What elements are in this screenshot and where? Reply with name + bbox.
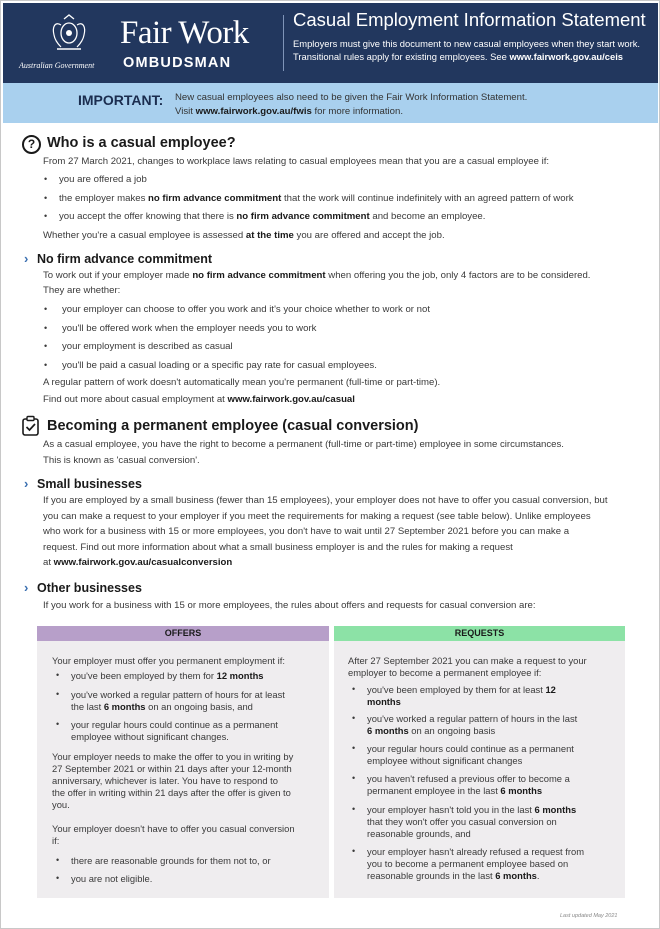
casual-bullet-2: [59, 193, 574, 205]
requests-bullet-4: [367, 773, 570, 797]
offers-p1-line1: Your employer needs to make the offer to you in writing by: [52, 751, 294, 762]
casualconversion-link[interactable]: www.fairwork.gov.au/casualconversion: [53, 557, 233, 568]
other-heading: Other businesses: [37, 581, 142, 595]
offers-b2-bold: 6 months: [103, 701, 146, 712]
casual-intro: From 27 March 2021, changes to workplace laws relating to casual employees mean that you are a casual employee if:: [43, 156, 550, 167]
bullet-icon: •: [352, 804, 356, 814]
important-label: IMPORTANT:: [78, 92, 164, 108]
small-heading: Small businesses: [37, 477, 142, 491]
brand-name: Fair Work: [120, 15, 249, 51]
offers-para-1: [52, 751, 293, 811]
requests-b3-line1: your regular hours could continue as a permanent: [367, 743, 574, 754]
bullet-icon: •: [56, 670, 60, 680]
requests-b1-line2: [367, 696, 556, 708]
bullet-icon: •: [44, 193, 48, 203]
chevron-right-icon: ›: [24, 580, 29, 595]
ceis-link[interactable]: www.fairwork.gov.au/ceis: [509, 51, 624, 62]
offers-p1-line3: anniversary, whichever is later. You have to respond to: [52, 775, 278, 786]
offers-bullet-3: [71, 719, 278, 743]
important-banner: [3, 83, 658, 123]
bullet-icon: •: [44, 304, 48, 314]
offers-b2-line1: you've worked a regular pattern of hours for at least: [71, 689, 285, 700]
other-line-1: If you work for a business with 15 or more employees, the rules about offers and requests for casual conversion are:: [43, 600, 536, 611]
requests-b4-pre: permanent employee in the last: [367, 785, 501, 796]
requests-b5-bold: 6 months: [534, 804, 577, 815]
requests-b2-line2: [367, 725, 577, 737]
offers-p2-line1: Your employer doesn't have to offer you casual conversion: [52, 823, 295, 834]
brand-subtitle: OMBUDSMAN: [123, 55, 232, 71]
casual-bullet-1: you are offered a job: [59, 174, 147, 185]
offers-b2-line2: [71, 701, 285, 713]
nfac-heading: No firm advance commitment: [37, 252, 213, 266]
fwis-link[interactable]: www.fairwork.gov.au/fwis: [195, 106, 312, 117]
conversion-line-1: As a casual employee, you have the right to become a permanent (full-time or part-time) employee in some circumstances.: [43, 439, 564, 450]
offers-b2-post: on an ongoing basis, and: [145, 701, 253, 712]
offers-p1-line5: you.: [52, 799, 70, 810]
conversion-heading: Becoming a permanent employee (casual conversion): [47, 418, 419, 434]
important-line2-post: for more information.: [311, 106, 404, 117]
bullet-icon: •: [352, 846, 356, 856]
requests-b2-bold: 6 months: [367, 725, 409, 736]
conversion-line-2: This is known as 'casual conversion'.: [43, 455, 200, 466]
nfac-para-2: [43, 394, 355, 406]
chevron-right-icon: ›: [24, 251, 29, 266]
small-line-1: If you are employed by a small business (fewer than 15 employees), your employer does not have to offer you casual conversion, but: [43, 495, 608, 506]
small-line-4: request. Find out more information about what a small business employer is and the rules for making a request: [43, 542, 513, 553]
bullet-icon: •: [352, 713, 356, 723]
nfac-intro-1: [43, 270, 590, 282]
requests-b1-pre: you've been employed by them for at least: [367, 684, 546, 695]
requests-b6-line2: you to become a permanent employee based on: [367, 858, 569, 869]
offers-bullet-4: there are reasonable grounds for them not to, or: [71, 855, 271, 866]
requests-bullet-3: [367, 743, 574, 767]
bullet-icon: •: [56, 689, 60, 699]
requests-b2-post: on an ongoing basis: [408, 725, 496, 736]
requests-intro-line2: employer to become a permanent employee if:: [348, 667, 542, 678]
casual-b3-pre: you accept the offer knowing that there is: [59, 211, 237, 222]
bullet-icon: •: [56, 873, 60, 883]
requests-b5-line3: reasonable grounds, and: [367, 828, 471, 839]
nfac-bullet-4: you'll be paid a casual loading or a specific pay rate for casual employees.: [62, 360, 377, 371]
nfac-para-1: A regular pattern of work doesn't automatically mean you're permanent (full-time or part-time).: [43, 377, 441, 388]
bullet-icon: •: [44, 211, 48, 221]
requests-bullet-5: [367, 804, 576, 840]
offers-bullet-2: [71, 689, 285, 713]
offers-b2-pre: the last: [71, 701, 104, 712]
nfac-bullet-3: your employment is described as casual: [62, 341, 233, 352]
requests-b4-bold: 6 months: [500, 785, 543, 796]
page-title: Casual Employment Information Statement: [293, 9, 646, 30]
requests-bullet-1: [367, 684, 556, 708]
requests-b1-line1: [367, 684, 556, 696]
small-l5-pre: at: [43, 557, 54, 568]
requests-b4-line1: you haven't refused a previous offer to become a: [367, 773, 570, 784]
nfac-intro1-bold: no firm advance commitment: [192, 270, 326, 281]
bullet-icon: •: [352, 773, 356, 783]
requests-header: REQUESTS: [334, 626, 625, 641]
requests-b6-post: .: [536, 870, 540, 881]
casual-heading: Who is a casual employee?: [47, 135, 236, 151]
requests-b4-line2: [367, 785, 570, 797]
header-sub-line2-text: Transitional rules apply for existing employees. See: [293, 51, 510, 62]
nfac-intro-2: They are whether:: [43, 285, 121, 296]
requests-bullet-6: [367, 846, 584, 882]
government-label: Australian Government: [19, 61, 95, 70]
requests-bullet-2: [367, 713, 577, 737]
requests-b5-pre: your employer hasn't told you in the last: [367, 804, 535, 815]
small-line-2: you can make a request to your employer if you meet the requirements for making a request (see table below). Unlike employees: [43, 511, 591, 522]
header-banner: [3, 3, 658, 83]
requests-b5-line1: [367, 804, 576, 816]
bullet-icon: •: [44, 360, 48, 370]
offers-p2-line2: if:: [52, 835, 60, 846]
header-subtitle: [293, 37, 640, 63]
requests-b6-line3: [367, 870, 584, 882]
nfac-intro1-pre: To work out if your employer made: [43, 270, 193, 281]
small-line-3: who work for a business with 15 or more employees, you don't have to wait until 27 September 2021 before you can make a: [43, 526, 570, 537]
offers-p1-line2: 27 September 2021 or within 21 days after your 12-month: [52, 763, 292, 774]
header-sub-line1: Employers must give this document to new casual employees when they start work.: [293, 38, 641, 49]
important-text: [175, 91, 527, 119]
nfac-bullet-2: you'll be offered work when the employer needs you to work: [62, 323, 317, 334]
requests-b6-bold: 6 months: [495, 870, 537, 881]
offers-b1-pre: you've been employed by them for: [71, 670, 217, 681]
bullet-icon: •: [56, 855, 60, 865]
important-line2-pre: Visit: [175, 106, 196, 117]
casual-b2-bold: no firm advance commitment: [148, 193, 282, 204]
offers-header: OFFERS: [37, 626, 329, 641]
header-divider: [283, 15, 284, 71]
requests-b5-line2: that they won't offer you casual conversion on: [367, 816, 557, 827]
casual-link[interactable]: www.fairwork.gov.au/casual: [227, 394, 355, 405]
offers-bullet-1: [71, 670, 264, 682]
bullet-icon: •: [352, 743, 356, 753]
nfac-intro1-post: when offering you the job, only 4 factors are to be considered.: [325, 270, 591, 281]
important-line2: [175, 105, 527, 119]
offers-b1-bold: 12 months: [216, 670, 264, 681]
bullet-icon: •: [56, 719, 60, 729]
casual-outro-post: you are offered and accept the job.: [293, 230, 445, 241]
bullet-icon: •: [44, 174, 48, 184]
requests-b3-line2: employee without significant changes: [367, 755, 523, 766]
requests-intro: [348, 655, 587, 679]
casual-b3-bold: no firm advance commitment: [236, 211, 370, 222]
requests-b1-bold2: months: [367, 696, 401, 707]
offers-b3-line1: your regular hours could continue as a permanent: [71, 719, 278, 730]
small-line-5: [43, 557, 232, 569]
requests-b1-bold1: 12: [545, 684, 556, 695]
bullet-icon: •: [44, 341, 48, 351]
casual-b2-post: that the work will continue indefinitely with an agreed pattern of work: [281, 193, 574, 204]
casual-b3-post: and become an employee.: [369, 211, 486, 222]
bullet-icon: •: [352, 684, 356, 694]
offers-b3-line2: employee without significant changes.: [71, 731, 229, 742]
chevron-right-icon: ›: [24, 476, 29, 491]
requests-intro-line1: After 27 September 2021 you can make a request to your: [348, 655, 587, 666]
nfac-p2-pre: Find out more about casual employment at: [43, 394, 228, 405]
casual-outro-bold: at the time: [245, 230, 294, 241]
fair-work-logo[interactable]: [13, 11, 278, 77]
casual-bullet-3: [59, 211, 485, 223]
offers-intro: Your employer must offer you permanent employment if:: [52, 655, 285, 666]
offers-p1-line4: the offer in writing within 21 days after the offer is given to: [52, 787, 291, 798]
important-line1: New casual employees also need to be given the Fair Work Information Statement.: [175, 92, 528, 103]
question-circle-icon: ?: [22, 135, 41, 154]
coat-of-arms-icon: [47, 13, 91, 53]
bullet-icon: •: [44, 323, 48, 333]
casual-outro: [43, 230, 445, 242]
casual-b2-pre: the employer makes: [59, 193, 149, 204]
last-updated: Last updated May 2021: [560, 913, 618, 919]
requests-b6-line1: your employer hasn't already refused a request from: [367, 846, 585, 857]
offers-para-2: [52, 823, 295, 847]
offers-bullet-5: you are not eligible.: [71, 873, 153, 884]
header-sub-line2: [293, 50, 640, 63]
nfac-bullet-1: your employer can choose to offer you work and it's your choice whether to work or not: [62, 304, 431, 315]
clipboard-check-icon: [21, 415, 41, 437]
casual-outro-pre: Whether you're a casual employee is assessed: [43, 230, 246, 241]
requests-b6-pre: reasonable grounds in the last: [367, 870, 496, 881]
requests-b2-line1: you've worked a regular pattern of hours in the last: [367, 713, 578, 724]
